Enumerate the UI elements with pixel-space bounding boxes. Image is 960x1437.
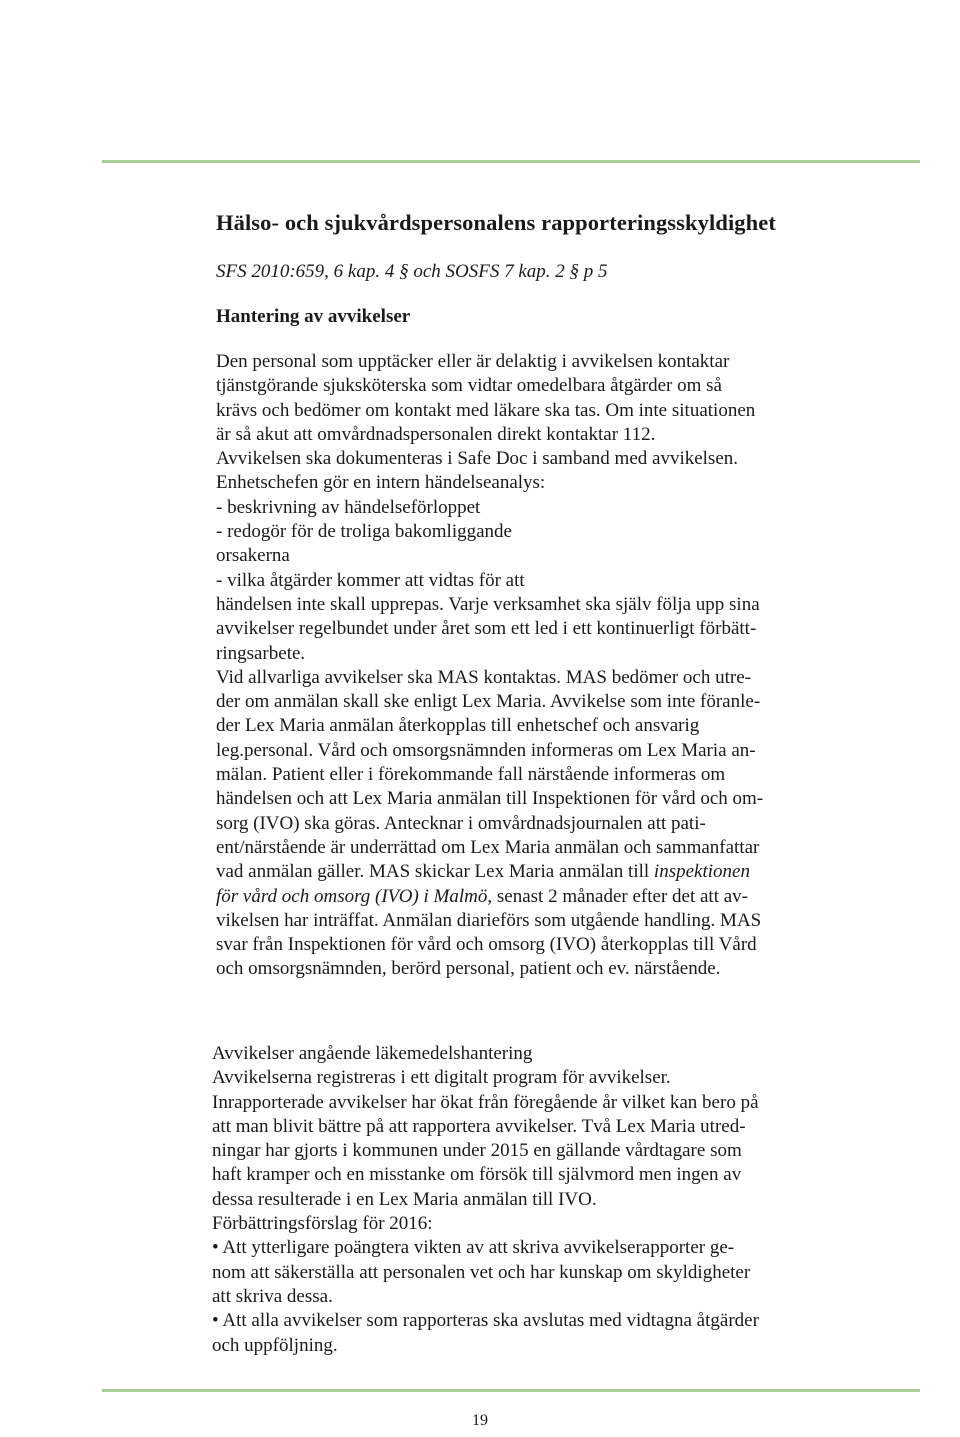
text-line: och uppföljning. [212, 1334, 338, 1356]
text-line: - redogör för de troliga bakomliggande [216, 521, 512, 543]
text-line [216, 885, 836, 909]
text-line: och omsorgsnämnden, berörd personal, patient och ev. närstående. [216, 958, 721, 980]
text-line: Den personal som upptäcker eller är delaktig i avvikelsen kontaktar [216, 351, 730, 372]
top-divider [102, 160, 920, 163]
italic-agency-name: för vård och omsorg (IVO) i Malmö [216, 885, 488, 907]
text-line: der Lex Maria anmälan återkopplas till enhetschef och ansvarig [216, 715, 700, 737]
page-number: 19 [472, 1412, 488, 1429]
text-line: orsakerna [216, 545, 290, 567]
section-heading: Hantering av avvikelser [216, 306, 411, 327]
text-line: händelsen inte skall upprepas. Varje verksamhet ska själv följa upp sina [216, 593, 760, 615]
text-line: mälan. Patient eller i förekommande fall närstående informeras om [216, 764, 726, 786]
text-line-start: vad anmälan gäller. MAS skickar Lex Maria anmälan till [216, 861, 650, 883]
medication-deviation-text [212, 1042, 832, 1358]
text-line-end: , senast 2 månader efter det att av- [487, 885, 748, 907]
text-line: ringsarbete. [216, 642, 306, 664]
text-line [216, 860, 836, 884]
bullet-item: • Att ytterligare poängtera vikten av att skriva avvikelserapporter ge- [212, 1237, 735, 1259]
text-line: tjänstgörande sjuksköterska som vidtar omedelbara åtgärder om så [216, 375, 722, 397]
text-line: är så akut att omvårdnadspersonalen direkt kontaktar 112. [216, 423, 656, 445]
deviation-handling-text [216, 350, 836, 982]
text-line: Enhetschefen gör en intern händelseanalys: [216, 472, 546, 494]
text-line: ningar har gjorts i kommunen under 2015 en gällande vårdtagare som [212, 1140, 742, 1162]
legal-reference: SFS 2010:659, 6 kap. 4 § och SOSFS 7 kap. 2 § p 5 [216, 261, 608, 282]
text-line: - beskrivning av händelseförloppet [216, 496, 481, 518]
text-line: leg.personal. Vård och omsorgsnämnden informeras om Lex Maria an- [216, 739, 756, 761]
page-title: Hälso- och sjukvårdspersonalens rapporteringsskyldighet [216, 210, 776, 235]
text-line: att skriva dessa. [212, 1285, 333, 1307]
text-line: - vilka åtgärder kommer att vidtas för att [216, 569, 525, 591]
page-content [216, 208, 836, 982]
bullet-item: • Att alla avvikelser som rapporteras ska avslutas med vidtagna åtgärder [212, 1310, 759, 1332]
text-line: sorg (IVO) ska göras. Antecknar i omvårdnadsjournalen att pati- [216, 812, 706, 834]
text-line: Vid allvarliga avvikelser ska MAS kontaktas. MAS bedömer och utre- [216, 666, 751, 688]
text-line: dessa resulterade i en Lex Maria anmälan till IVO. [212, 1188, 597, 1210]
italic-agency-name: inspektionen [653, 861, 750, 883]
text-line: Avvikelsen ska dokumenteras i Safe Doc i samband med avvikelsen. [216, 448, 739, 470]
text-line: Avvikelserna registreras i ett digitalt program för avvikelser. [212, 1067, 671, 1089]
text-line: att man blivit bättre på att rapportera avvikelser. Två Lex Maria utred- [212, 1115, 746, 1137]
text-line: der om anmälan skall ske enligt Lex Maria. Avvikelse som inte föranle- [216, 691, 761, 713]
text-line: händelsen och att Lex Maria anmälan till Inspektionen för vård och om- [216, 788, 764, 810]
text-line: Avvikelser angående läkemedelshantering [212, 1043, 533, 1064]
text-line: Inrapporterade avvikelser har ökat från föregående år vilket kan bero på [212, 1091, 759, 1113]
text-line: Förbättringsförslag för 2016: [212, 1213, 433, 1235]
text-line: nom att säkerställa att personalen vet och har kunskap om skyldigheter [212, 1261, 751, 1283]
text-line: haft kramper och en misstanke om försök till självmord men ingen av [212, 1164, 742, 1186]
text-line: krävs och bedömer om kontakt med läkare ska tas. Om inte situationen [216, 399, 756, 421]
text-line: avvikelser regelbundet under året som ett led i ett kontinuerligt förbätt- [216, 618, 757, 640]
text-line: svar från Inspektionen för vård och omsorg (IVO) återkopplas till Vård [216, 934, 757, 956]
text-line: ent/närstående är underrättad om Lex Maria anmälan och sammanfattar [216, 836, 760, 858]
bottom-divider [102, 1389, 920, 1392]
text-line: vikelsen har inträffat. Anmälan diarieförs som utgående handling. MAS [216, 909, 762, 931]
